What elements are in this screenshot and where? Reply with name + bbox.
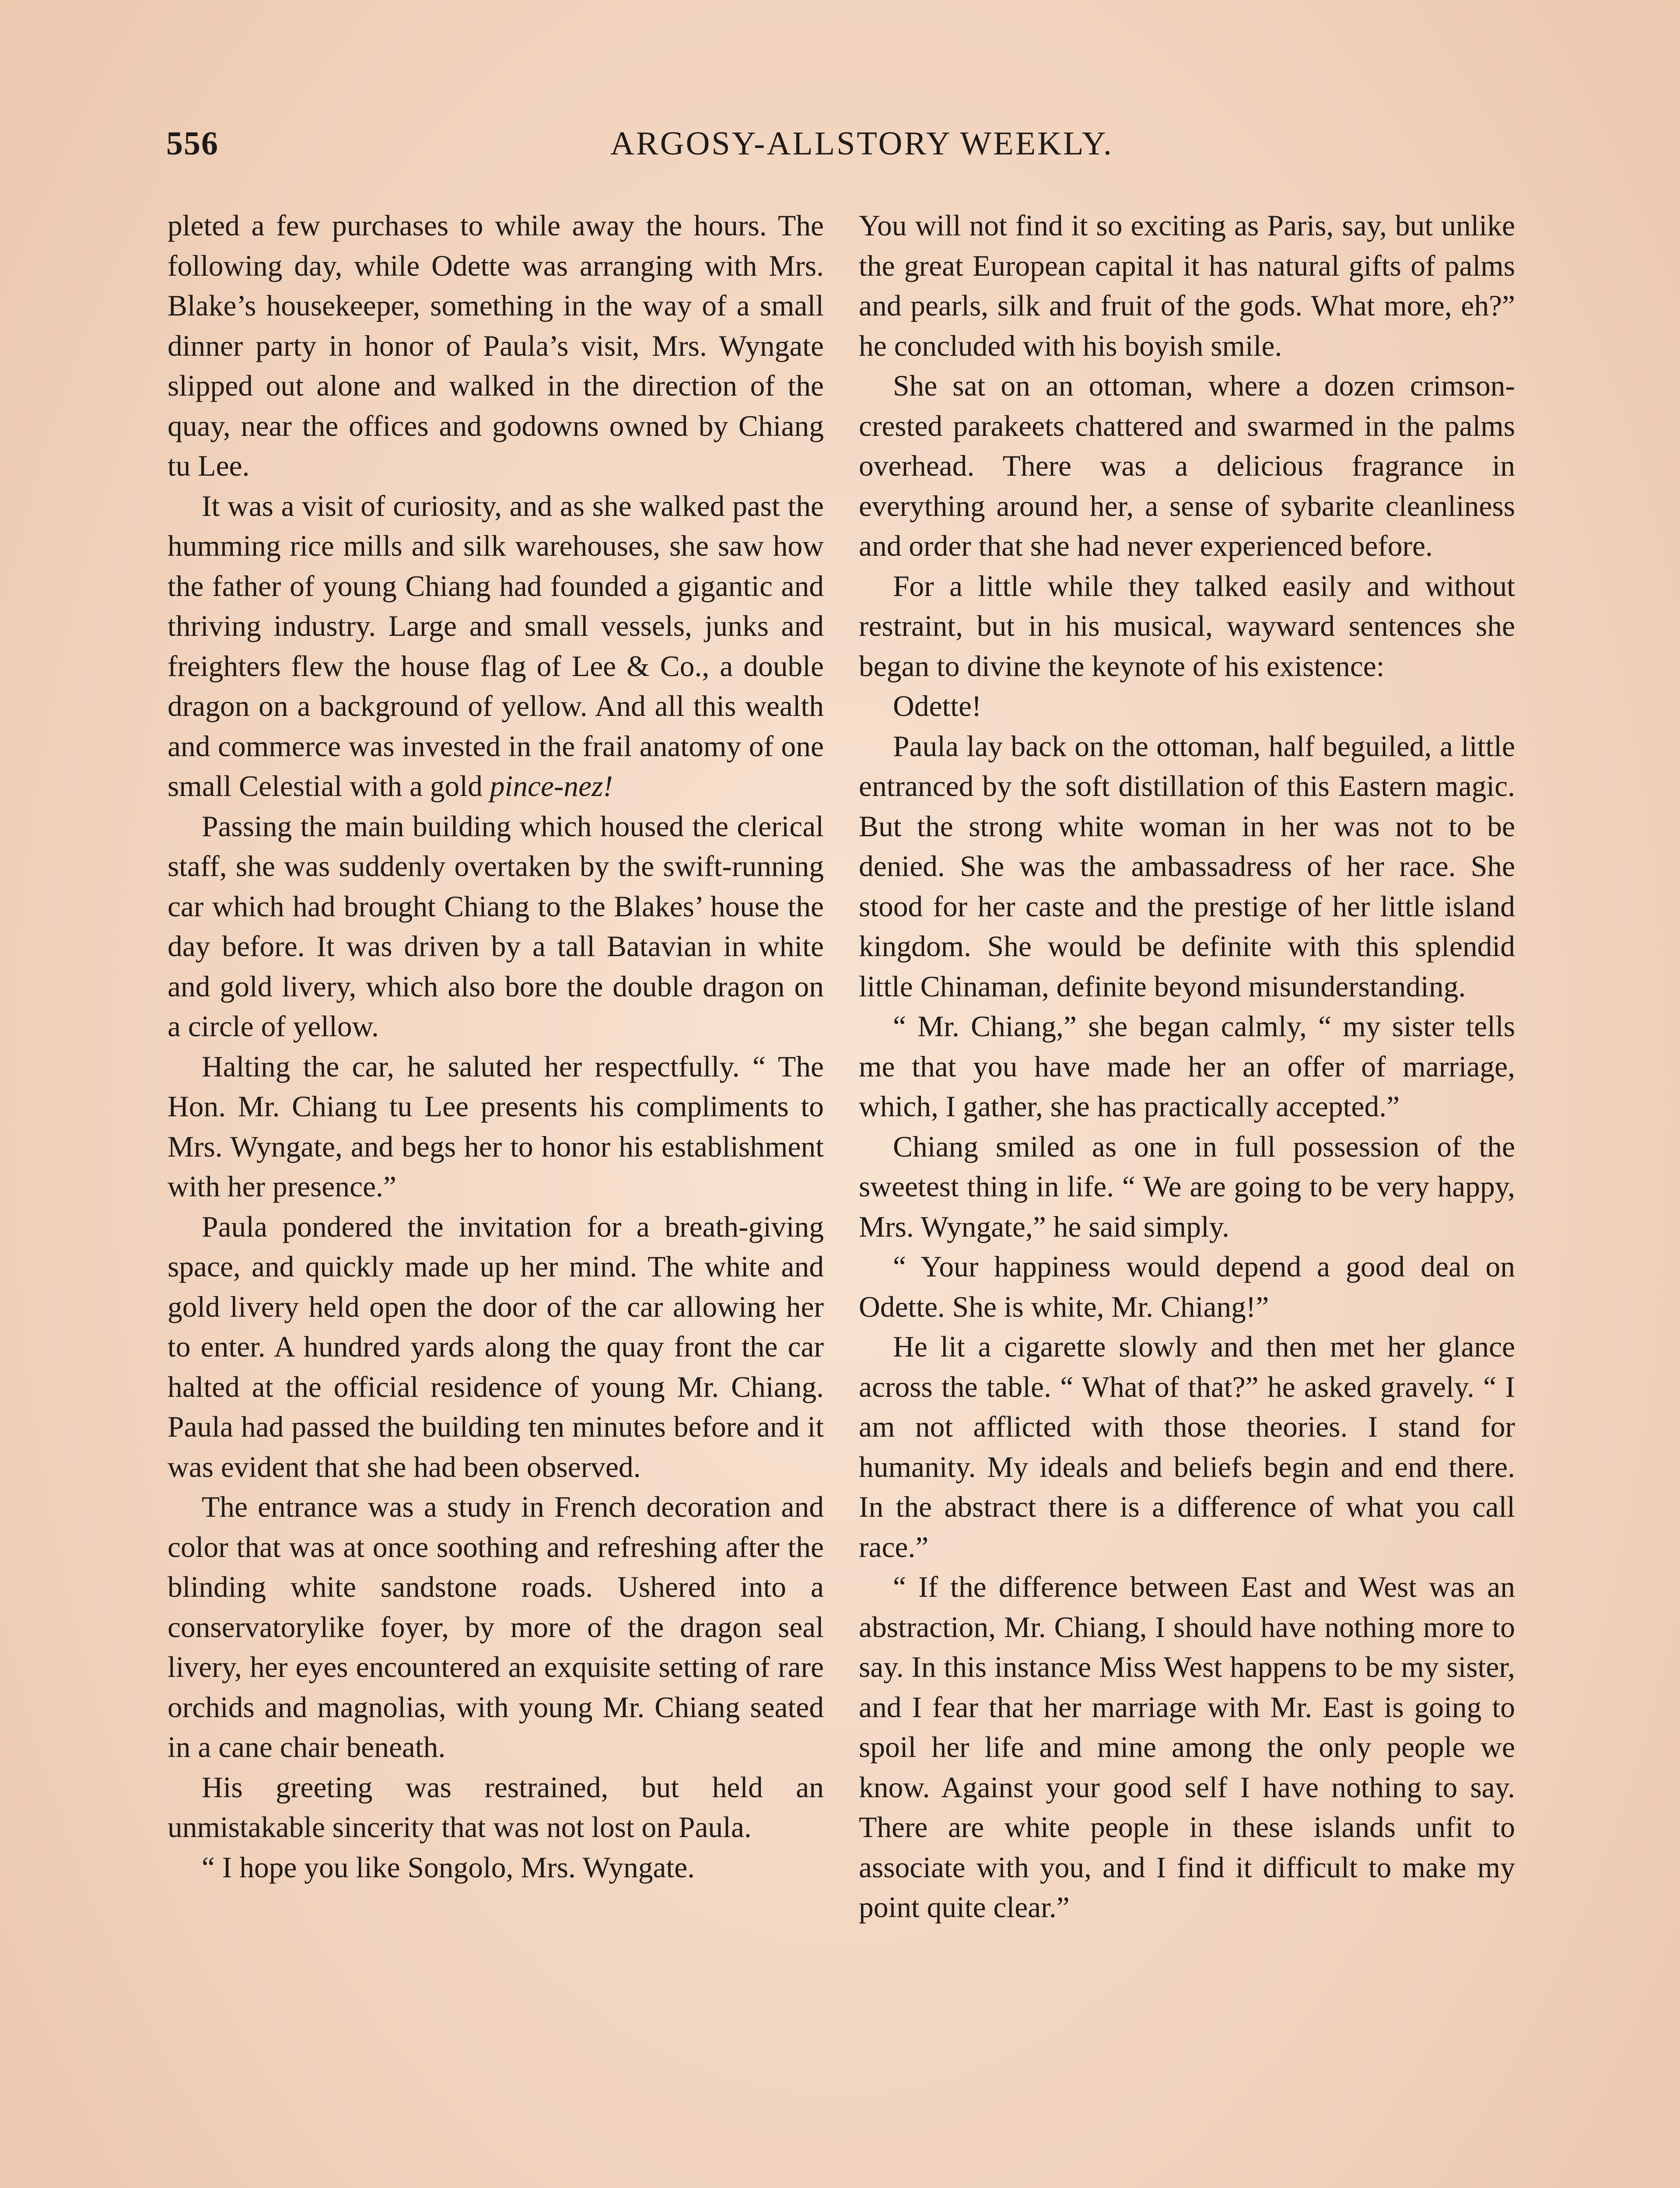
paragraph [859,206,1515,366]
paragraph [859,1247,1515,1327]
paragraph-text: His greeting was restrained, but held an unmistakable sincerity that was not lost on Paula. [168,1771,824,1844]
paragraph [168,806,824,1047]
paragraph-text: The entrance was a study in French decoration and color that was at once soothing and refreshing after the blinding white sandstone roads. Ushered into a conservatorylike foyer, by more of the dragon seal livery, her eyes encountered an exquisite setting of rare orchids and magnolias, with young Mr. Chiang seated in a cane chair beneath. [168,1490,824,1764]
paragraph-text: Passing the main building which housed the clerical staff, she was suddenly overtaken by the swift-running car which had brought Chiang to the Blakes’ house the day before. It was driven by a tall Batavian in white and gold livery, which also bore the double dragon on a circle of yellow. [168,810,824,1043]
paragraph [859,726,1515,1007]
paragraph-text: Odette! [893,690,982,722]
paragraph-text: Chiang smiled as one in full possession of the sweetest thing in life. “ We are going to be very happy, Mrs. Wyngate,” he said simply. [859,1130,1515,1243]
paragraph-text: “ Mr. Chiang,” she began calmly, “ my sister tells me that you have made her an offer of marriage, which, I gather, she has practically accepted.” [859,1010,1515,1123]
paragraph-text: “ If the difference between East and West was an abstraction, Mr. Chiang, I should have nothing more to say. In this instance Miss West happens to be my sister, and I fear that her marriage with Mr. East is going to spoil her life and mine among the only people we know. Against your good self I have nothing to say. There are white people in these islands unfit to associate with you, and I find it difficult to make my point quite clear.” [859,1571,1515,1924]
page-header [166,125,1522,182]
paragraph [168,486,824,806]
italic-text: pince-nez! [490,770,613,803]
paragraph [859,566,1515,687]
left-column [168,206,824,1887]
paragraph-text: For a little while they talked easily and without restraint, but in his musical, wayward sentences she began to divine the keynote of his existence: [859,569,1515,683]
paragraph [859,1127,1515,1247]
paragraph-text: She sat on an ottoman, where a dozen crimson-crested parakeets chattered and swarmed in the palms overhead. There was a delicious fragrance in everything around her, a sense of sybarite cleanliness and order that she had never experienced before. [859,369,1515,562]
paragraph [168,206,824,486]
paragraph [168,1767,824,1848]
paragraph [859,1327,1515,1567]
paragraph [168,1848,824,1888]
page-number: 556 [166,125,219,162]
paragraph-text: pleted a few purchases to while away the hours. The following day, while Odette was arranging with Mrs. Blake’s housekeeper, something in the way of a small dinner party in honor of Paula’s visit, Mrs. Wyngate slipped out alone and walked in the direction of the quay, near the offices and godowns owned by Chiang tu Lee. [168,209,824,482]
paragraph-text: Halting the car, he saluted her respectfully. “ The Hon. Mr. Chiang tu Lee presents his compliments to Mrs. Wyngate, and begs her to honor his establishment with her presence.” [168,1050,824,1203]
right-column [859,206,1515,1928]
paragraph-text: Paula pondered the invitation for a breath-giving space, and quickly made up her mind. The white and gold livery held open the door of the car allowing her to enter. A hundred yards along the quay front the car halted at the official residence of young Mr. Chiang. Paula had passed the building ten minutes before and it was evident that she had been observed. [168,1210,824,1483]
paragraph-text: You will not find it so exciting as Paris, say, but unlike the great European capital it has natural gifts of palms and pearls, silk and fruit of the gods. What more, eh?” he concluded with his boyish smile. [859,209,1515,362]
paragraph-text: It was a visit of curiosity, and as she walked past the humming rice mills and silk warehouses, she saw how the father of young Chiang had founded a gigantic and thriving industry. Large and small vessels, junks and freighters flew the house flag of Lee & Co., a double dragon on a background of yellow. And all this wealth and commerce was invested in the frail anatomy of one small Celestial with a gold [168,489,824,803]
paragraph [859,366,1515,566]
paragraph-text: “ Your happiness would depend a good deal on Odette. She is white, Mr. Chiang!” [859,1250,1515,1323]
paragraph-text: Paula lay back on the ottoman, half beguiled, a little entranced by the soft distillation of this Eastern magic. But the strong white woman in her was not to be denied. She was the ambassadress of her race. She stood for her caste and the prestige of her little island kingdom. She would be definite with this splendid little Chinaman, definite beyond misunderstanding. [859,729,1515,1003]
paragraph [859,1567,1515,1928]
running-title: ARGOSY-ALLSTORY WEEKLY. [610,125,1113,162]
paragraph [168,1207,824,1487]
paragraph [168,1047,824,1207]
paragraph [168,1487,824,1767]
paragraph-text: He lit a cigarette slowly and then met her glance across the table. “ What of that?” he asked gravely. “ I am not afflicted with those theories. I stand for humanity. My ideals and beliefs begin and end there. In the abstract there is a difference of what you call race.” [859,1330,1515,1564]
paragraph [859,1006,1515,1127]
paragraph [859,686,1515,726]
paragraph-text: “ I hope you like Songolo, Mrs. Wyngate. [202,1851,695,1884]
